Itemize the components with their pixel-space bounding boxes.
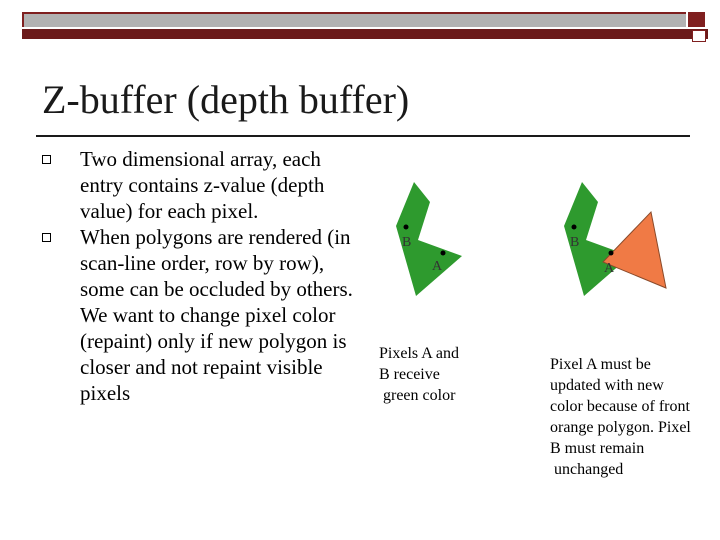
occlusion-diagram (556, 182, 676, 298)
left-caption (379, 343, 459, 406)
caption-line: Pixels A and (379, 345, 460, 362)
bullet-square-icon (42, 233, 51, 242)
bullet-text: Two dimensional array, each entry contains z-value (depth value) for each pixel. (80, 147, 325, 223)
decoration-dark-bar (22, 29, 708, 39)
green-polygon-diagram (388, 182, 468, 298)
caption-line: orange polygon. Pixel (550, 419, 691, 436)
pixel-a-label: A (432, 259, 443, 274)
pixel-b-label: B (570, 235, 580, 250)
caption-line: green color (379, 387, 456, 404)
caption-line: unchanged (550, 461, 624, 478)
caption-line: Pixel A must be (550, 356, 651, 373)
bullet-item (42, 146, 362, 224)
title-decoration-bar (22, 12, 708, 42)
caption-line: color because of front (550, 398, 690, 415)
slide-title: Z-buffer (depth buffer) (42, 77, 410, 122)
pixel-b-point (572, 225, 577, 230)
caption-line: B must remain (550, 440, 645, 457)
decoration-gray-bar (22, 12, 686, 27)
right-caption (550, 354, 691, 480)
pixel-a-point (441, 251, 446, 256)
decoration-square-outline (692, 30, 706, 42)
pixel-a-point (609, 251, 614, 256)
pixel-a-label: A (604, 261, 615, 276)
bullet-square-icon (42, 155, 51, 164)
bullet-item (42, 224, 362, 406)
decoration-square (688, 12, 705, 27)
pixel-b-point (404, 225, 409, 230)
bullet-list (42, 146, 362, 406)
caption-line: updated with new (550, 377, 664, 394)
pixel-b-label: B (402, 235, 412, 250)
caption-line: B receive (379, 366, 440, 383)
title-underline (36, 135, 690, 137)
bullet-text: When polygons are rendered (in scan-line order, row by row), some can be occluded by others. We want to change pixel color (repaint) only if new polygon is closer and not repaint visible pixels (80, 225, 353, 405)
